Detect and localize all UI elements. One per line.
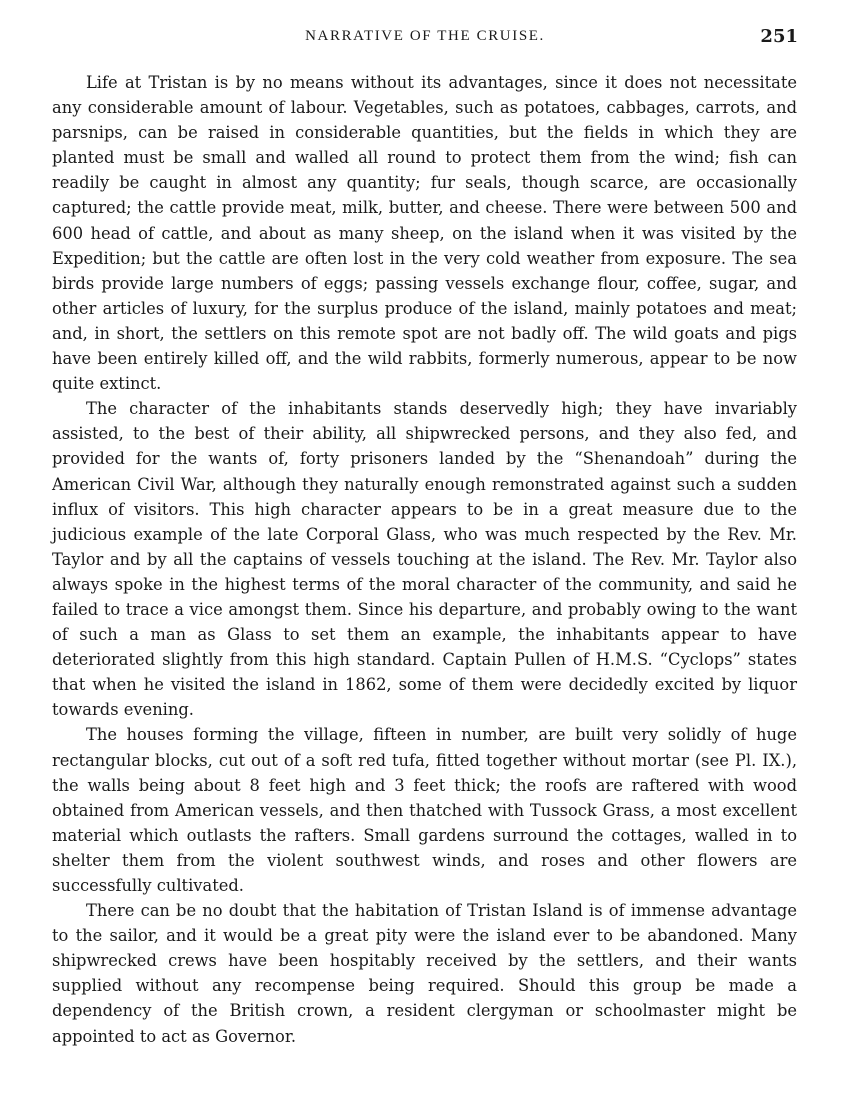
- page-number: 251: [760, 26, 798, 47]
- running-title: NARRATIVE OF THE CRUISE.: [305, 28, 545, 44]
- paragraph-habitation-advantage: There can be no doubt that the habitation of Tristan Island is of immense advantage to the sailor, and it would be a great pity were the island ever to be abandoned. Many shipwrecked crews have been hospitably received by the settlers, and their wants supplied without any recompense being required. Should this group be made a dependency of the British crown, a resident clergyman or schoolmaster might be appointed to act as Governor.: [52, 901, 797, 1046]
- running-head: [52, 28, 798, 52]
- paragraph-character-of-inhabitants: The character of the inhabitants stands deservedly high; they have invariably assisted, to the best of their ability, all shipwrecked persons, and they also fed, and provided for the wants of, forty prisoners landed by the “Shenandoah” during the American Civil War, although they naturally enough remonstrated against such a sudden influx of visitors. This high character appears to be in a great measure due to the judicious example of the late Corporal Glass, who was much respected by the Rev. Mr. Taylor and by all the captains of vessels touching at the island. The Rev. Mr. Taylor also always spoke in the highest terms of the moral character of the community, and said he failed to trace a vice amongst them. Since his departure, and probably owing to the want of such a man as Glass to set them an example, the inhabitants appear to have deteriorated slightly from this high standard. Captain Pullen of H.M.S. “Cyclops” states that when he visited the island in 1862, some of them were decidedly excited by liquor towards evening.: [52, 399, 797, 720]
- paragraph-life-at-tristan: Life at Tristan is by no means without its advantages, since it does not necessitate any considerable amount of labour. Vegetables, such as potatoes, cabbages, carrots, and parsnips, can be raised in considerable quantities, but the fields in which they are planted must be small and walled all round to protect them from the wind; fish can readily be caught in almost any quantity; fur seals, though scarce, are occasionally captured; the cattle provide meat, milk, butter, and cheese. There were between 500 and 600 head of cattle, and about as many sheep, on the island when it was visited by the Expedition; but the cattle are often lost in the very cold weather from exposure. The sea birds provide large numbers of eggs; passing vessels exchange flour, coffee, sugar, and other articles of luxury, for the surplus produce of the island, mainly potatoes and meat; and, in short, the settlers on this remote spot are not badly off. The wild goats and pigs have been entirely killed off, and the wild rabbits, formerly numerous, appear to be now quite extinct.: [52, 73, 797, 394]
- paragraph-village-houses: The houses forming the village, fifteen in number, are built very solidly of huge rectangular blocks, cut out of a soft red tufa, fitted together without mortar (see Pl. IX.), the walls being about 8 feet high and 3 feet thick; the roofs are raftered with wood obtained from American vessels, and then thatched with Tussock Grass, a most excellent material which outlasts the rafters. Small gardens surround the cottages, walled in to shelter them from the violent southwest winds, and roses and other flowers are successfully cultivated.: [52, 725, 797, 895]
- body-text: [52, 70, 797, 1049]
